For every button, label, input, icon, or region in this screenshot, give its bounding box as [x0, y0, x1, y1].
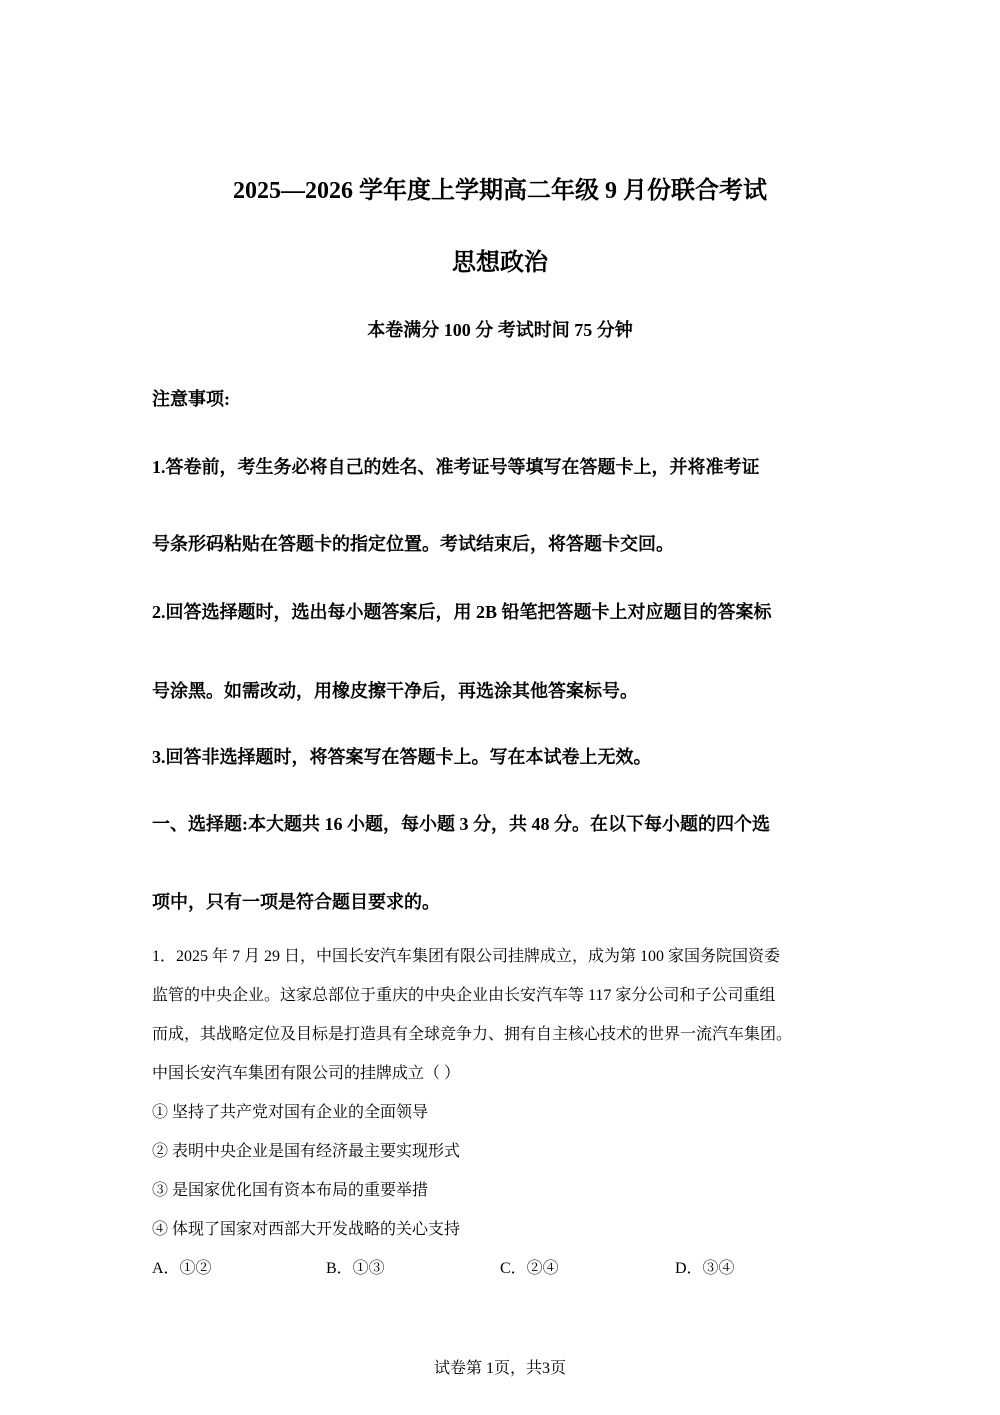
- exam-title: 2025—2026 学年度上学期高二年级 9 月份联合考试: [233, 178, 767, 204]
- statement-item: ① 坚持了共产党对国有企业的全面领导: [152, 1104, 429, 1121]
- exam-subject: 思想政治: [452, 250, 548, 276]
- option-a: A．①②: [152, 1260, 212, 1277]
- statement-item: ③ 是国家优化国有资本布局的重要举措: [152, 1182, 429, 1199]
- statement-item: ④ 体现了国家对西部大开发战略的关心支持: [152, 1221, 461, 1238]
- score-info: 本卷满分 100 分 考试时间 75 分钟: [367, 320, 633, 340]
- notes-line: 3.回答非选择题时，将答案写在答题卡上。写在本试卷上无效。: [152, 747, 652, 767]
- notes-line: 2.回答选择题时，选出每小题答案后，用 2B 铅笔把答题卡上对应题目的答案标: [152, 602, 772, 622]
- section-heading: 一、选择题:本大题共 16 小题，每小题 3 分，共 48 分。在以下每小题的四个选: [152, 814, 770, 834]
- notes-heading: 注意事项:: [152, 389, 230, 409]
- notes-line: 号条形码粘贴在答题卡的指定位置。考试结束后，将答题卡交回。: [152, 534, 674, 554]
- option-d: D．③④: [675, 1260, 735, 1277]
- question-stem-line: 1．2025 年 7 月 29 日，中国长安汽车集团有限公司挂牌成立，成为第 100 家国务院国资委: [152, 948, 781, 965]
- section-heading: 项中，只有一项是符合题目要求的。: [152, 892, 440, 912]
- question-stem-line: 中国长安汽车集团有限公司的挂牌成立（ ）: [152, 1065, 461, 1082]
- question-stem-line: 而成，其战略定位及目标是打造具有全球竞争力、拥有自主核心技术的世界一流汽车集团。: [152, 1026, 793, 1043]
- page-footer: 试卷第 1页，共3页: [433, 1360, 566, 1377]
- question-stem-line: 监管的中央企业。这家总部位于重庆的中央企业由长安汽车等 117 家分公司和子公司重组: [152, 987, 776, 1004]
- notes-line: 号涂黑。如需改动，用橡皮擦干净后，再选涂其他答案标号。: [152, 681, 638, 701]
- option-c: C．②④: [500, 1260, 559, 1277]
- statement-item: ② 表明中央企业是国有经济最主要实现形式: [152, 1143, 461, 1160]
- notes-line: 1.答卷前，考生务必将自己的姓名、准考证号等填写在答题卡上，并将准考证: [152, 457, 760, 477]
- option-b: B．①③: [326, 1260, 385, 1277]
